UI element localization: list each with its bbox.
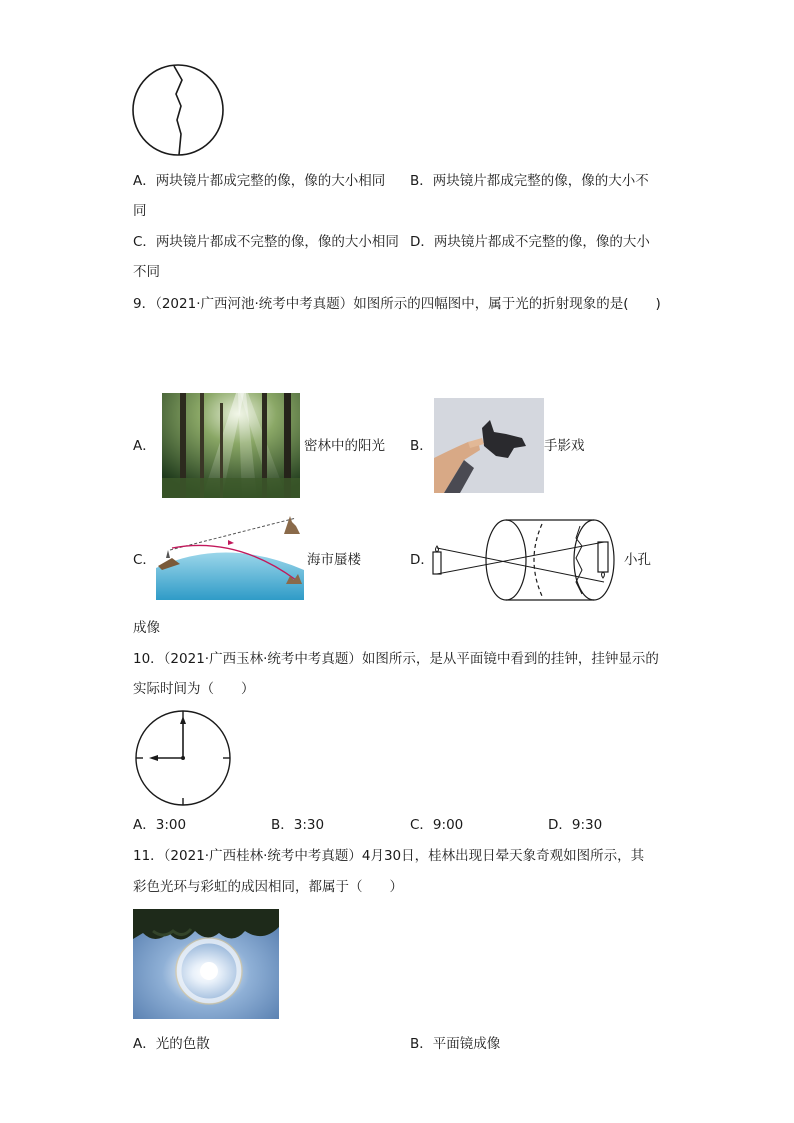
q11-option-b[interactable]: B．平面镜成像	[410, 1036, 501, 1052]
hand-shadow-image[interactable]	[434, 398, 544, 493]
q9-option-c-caption: 海市蜃楼	[307, 552, 361, 568]
cracked-lens-figure	[130, 62, 226, 158]
sun-halo-photo	[133, 909, 279, 1019]
q10-option-c[interactable]: C．9:00	[410, 817, 464, 833]
q10-option-b[interactable]: B．3:30	[271, 817, 325, 833]
q9-option-a-caption: 密林中的阳光	[304, 438, 385, 454]
q10-option-d[interactable]: D．9:30	[548, 817, 603, 833]
mirror-clock-figure	[133, 708, 233, 808]
q10-stem-cont: 实际时间为（ ）	[133, 681, 255, 697]
q9-option-b-caption: 手影戏	[544, 438, 585, 454]
q9-option-d-caption: 小孔	[624, 552, 651, 568]
q8-option-b[interactable]: B．两块镜片都成完整的像，像的大小不	[410, 173, 649, 189]
forest-sunlight-image[interactable]	[162, 393, 300, 498]
q10-option-a[interactable]: A．3:00	[133, 817, 187, 833]
q9-stem: 9．（2021·广西河池·统考中考真题）如图所示的四幅图中，属于光的折射现象的是( )	[133, 296, 661, 312]
q8-option-d-cont: 不同	[133, 264, 160, 280]
q8-option-b-cont: 同	[133, 203, 147, 219]
mirage-diagram-image[interactable]	[156, 514, 304, 600]
q9-option-a-label[interactable]: A．	[133, 438, 156, 454]
q9-option-d-caption-cont: 成像	[133, 620, 160, 636]
q9-option-d-label[interactable]: D．	[410, 552, 434, 568]
q8-option-d[interactable]: D．两块镜片都成不完整的像，像的大小	[410, 234, 650, 250]
pinhole-camera-diagram[interactable]	[430, 516, 622, 604]
q11-option-a[interactable]: A．光的色散	[133, 1036, 210, 1052]
q9-option-b-label[interactable]: B．	[410, 438, 433, 454]
q11-stem: 11．（2021·广西桂林·统考中考真题）4月30日，桂林出现日晕天象奇观如图所示，其	[133, 848, 645, 864]
q8-option-a[interactable]: A．两块镜片都成完整的像，像的大小相同	[133, 173, 386, 189]
q10-stem: 10．（2021·广西玉林·统考中考真题）如图所示，是从平面镜中看到的挂钟，挂钟显示的	[133, 651, 659, 667]
q11-stem-cont: 彩色光环与彩虹的成因相同，都属于（ ）	[133, 879, 403, 895]
q9-option-c-label[interactable]: C．	[133, 552, 156, 568]
q8-option-c[interactable]: C．两块镜片都成不完整的像，像的大小相同	[133, 234, 399, 250]
